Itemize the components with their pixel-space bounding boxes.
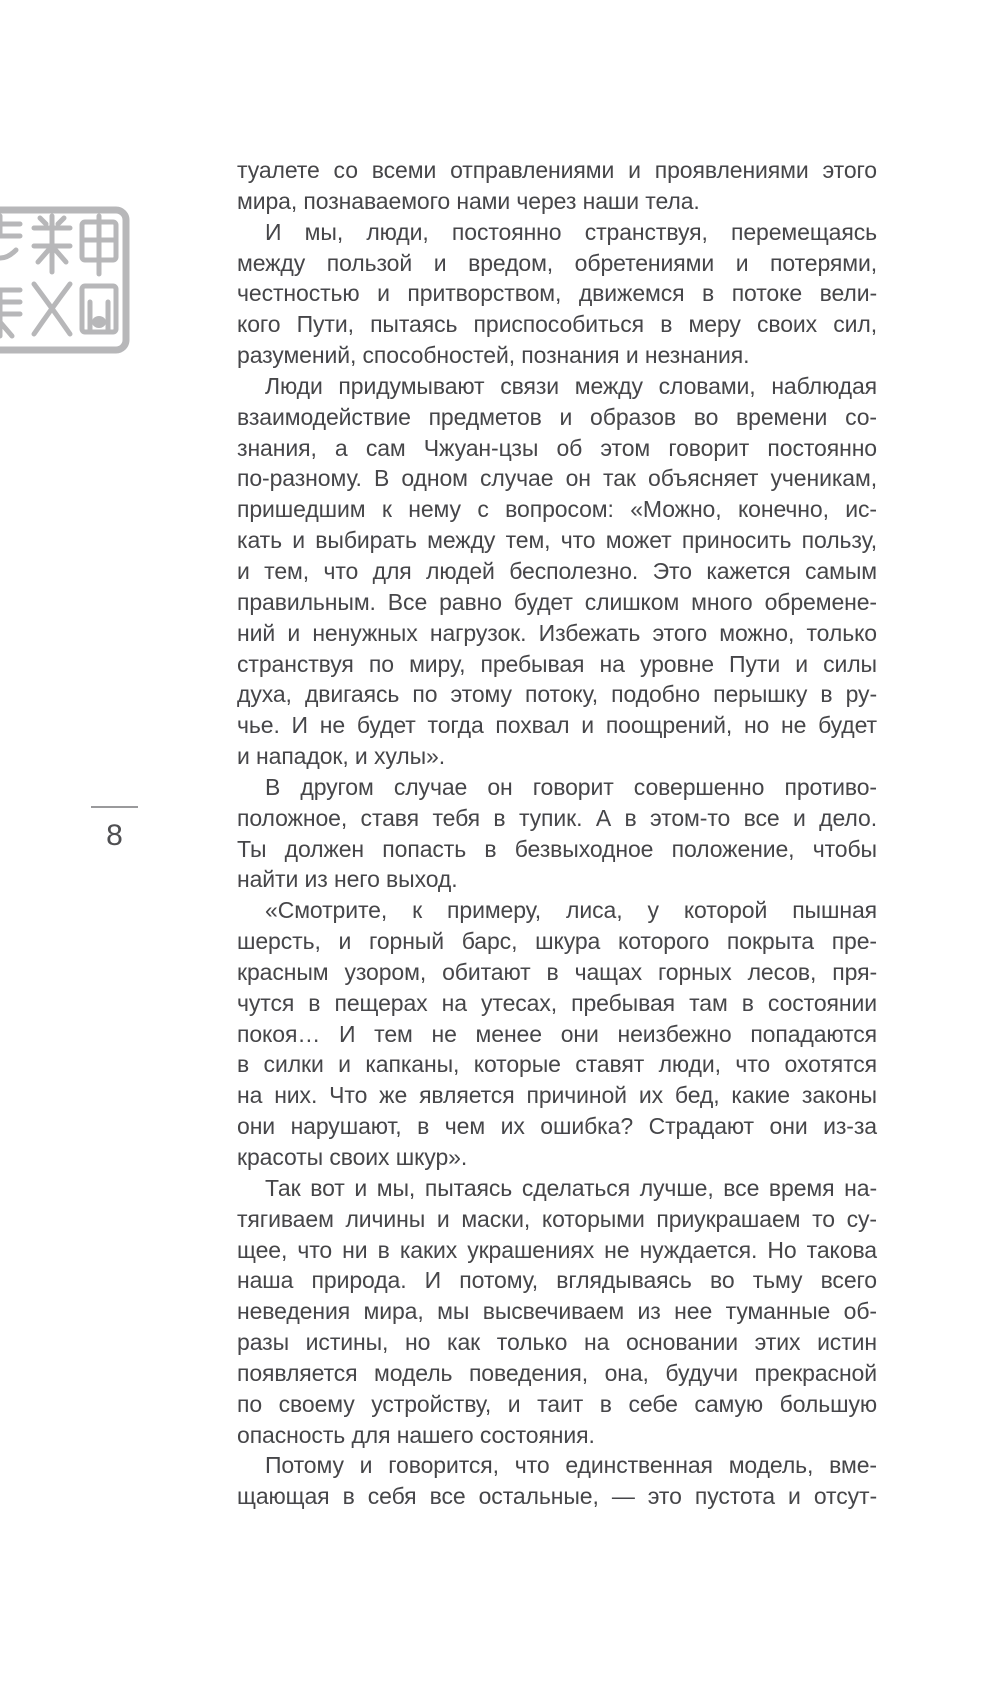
text-line: и нападок, и хулы». <box>237 743 445 770</box>
page-number-block <box>91 806 138 852</box>
text-line: покоя… И тем не менее они неизбежно попадаются <box>237 1020 877 1047</box>
paragraph <box>237 895 877 1173</box>
paragraph <box>237 371 877 772</box>
text-line: мира, познаваемого нами через наши тела. <box>237 187 700 214</box>
text-line: они нарушают, в чем их ошибка? Страдают они из-за <box>237 1113 877 1140</box>
text-line: знания, а сам Чжуан-цзы об этом говорит постоянно <box>237 434 877 461</box>
text-line: «Смотрите, к примеру, лиса, у которой пышная <box>265 897 877 924</box>
text-line: по-разному. В одном случае он так объясняет ученикам, <box>237 465 877 492</box>
text-line: Ты должен попасть в безвыходное положение, чтобы <box>237 835 877 862</box>
text-line: положное, ставя тебя в тупик. А в этом-то все и дело. <box>237 804 877 831</box>
text-line: щающая в себя все остальные, — это пустота и отсут- <box>237 1483 877 1510</box>
text-line: и тем, что для людей бесполезно. Это кажется самым <box>237 557 877 584</box>
page-number: 8 <box>106 819 123 852</box>
text-line: по своему устройству, и таит в себе самую большую <box>237 1390 877 1417</box>
text-line: туалете со всеми отправлениями и проявлениями этого <box>237 157 877 183</box>
text-line: щее, что ни в каких украшениях не нуждается. Но такова <box>237 1236 877 1263</box>
text-line: между пользой и вредом, обретениями и потерями, <box>237 249 877 276</box>
text-line: найти из него выход. <box>237 866 458 893</box>
text-line: тягиваем личины и маски, которыми приукрашаем то су- <box>237 1205 877 1232</box>
text-line: чутся в пещерах на утесах, пребывая там в состоянии <box>237 989 877 1016</box>
text-line: Так вот и мы, пытаясь сделаться лучше, все время на- <box>265 1174 877 1201</box>
text-line: разы истины, но как только на основании этих истин <box>237 1329 877 1356</box>
text-line: Потому и говорится, что единственная модель, вме- <box>265 1452 877 1479</box>
paragraph <box>237 217 877 371</box>
text-line: Люди придумывают связи между словами, наблюдая <box>265 372 877 399</box>
text-line: чье. И не будет тогда похвал и поощрений, но не будет <box>237 712 877 739</box>
text-line: взаимодействие предметов и образов во времени со- <box>237 403 877 430</box>
text-line: неведения мира, мы высвечиваем из нее туманные об- <box>237 1298 877 1325</box>
text-line: странствуя по миру, пребывая на уровне Пути и силы <box>237 650 877 677</box>
chinese-seal-stamp-icon <box>0 206 130 354</box>
paragraph <box>237 1173 877 1451</box>
text-line: появляется модель поведения, она, будучи прекрасной <box>237 1359 877 1386</box>
text-line: В другом случае он говорит совершенно противо- <box>265 773 877 800</box>
text-line: честностью и притворством, движемся в потоке вели- <box>237 280 877 307</box>
text-line: кать и выбирать между тем, что может приносить пользу, <box>237 527 877 554</box>
body-text <box>237 155 877 1512</box>
text-line: духа, двигаясь по этому потоку, подобно перышку в ру- <box>237 681 877 708</box>
text-line: опасность для нашего состояния. <box>237 1421 595 1448</box>
text-line: кого Пути, пытаясь приспособиться в меру своих сил, <box>237 311 877 338</box>
paragraph <box>237 1450 877 1512</box>
text-line: шерсть, и горный барс, шкура которого покрыта пре- <box>237 928 877 955</box>
paragraph <box>237 772 877 895</box>
text-line: на них. Что же является причиной их бед, какие законы <box>237 1082 877 1109</box>
text-line: И мы, люди, постоянно странствуя, перемещаясь <box>265 218 877 245</box>
text-line: разумений, способностей, познания и незнания. <box>237 342 750 369</box>
text-line: наша природа. И потому, вглядываясь во тьму всего <box>237 1267 877 1294</box>
paragraph <box>237 155 877 217</box>
text-line: пришедшим к нему с вопросом: «Можно, конечно, ис- <box>237 496 877 523</box>
page-number-rule <box>91 806 138 808</box>
text-line: красоты своих шкур». <box>237 1144 468 1170</box>
text-line: в силки и капканы, которые ставят люди, что охотятся <box>237 1051 877 1078</box>
text-line: правильным. Все равно будет слишком много обремене- <box>237 588 877 615</box>
text-line: ний и ненужных нагрузок. Избежать этого можно, только <box>237 619 877 646</box>
text-line: красным узором, обитают в чащах горных лесов, пря- <box>237 958 877 985</box>
